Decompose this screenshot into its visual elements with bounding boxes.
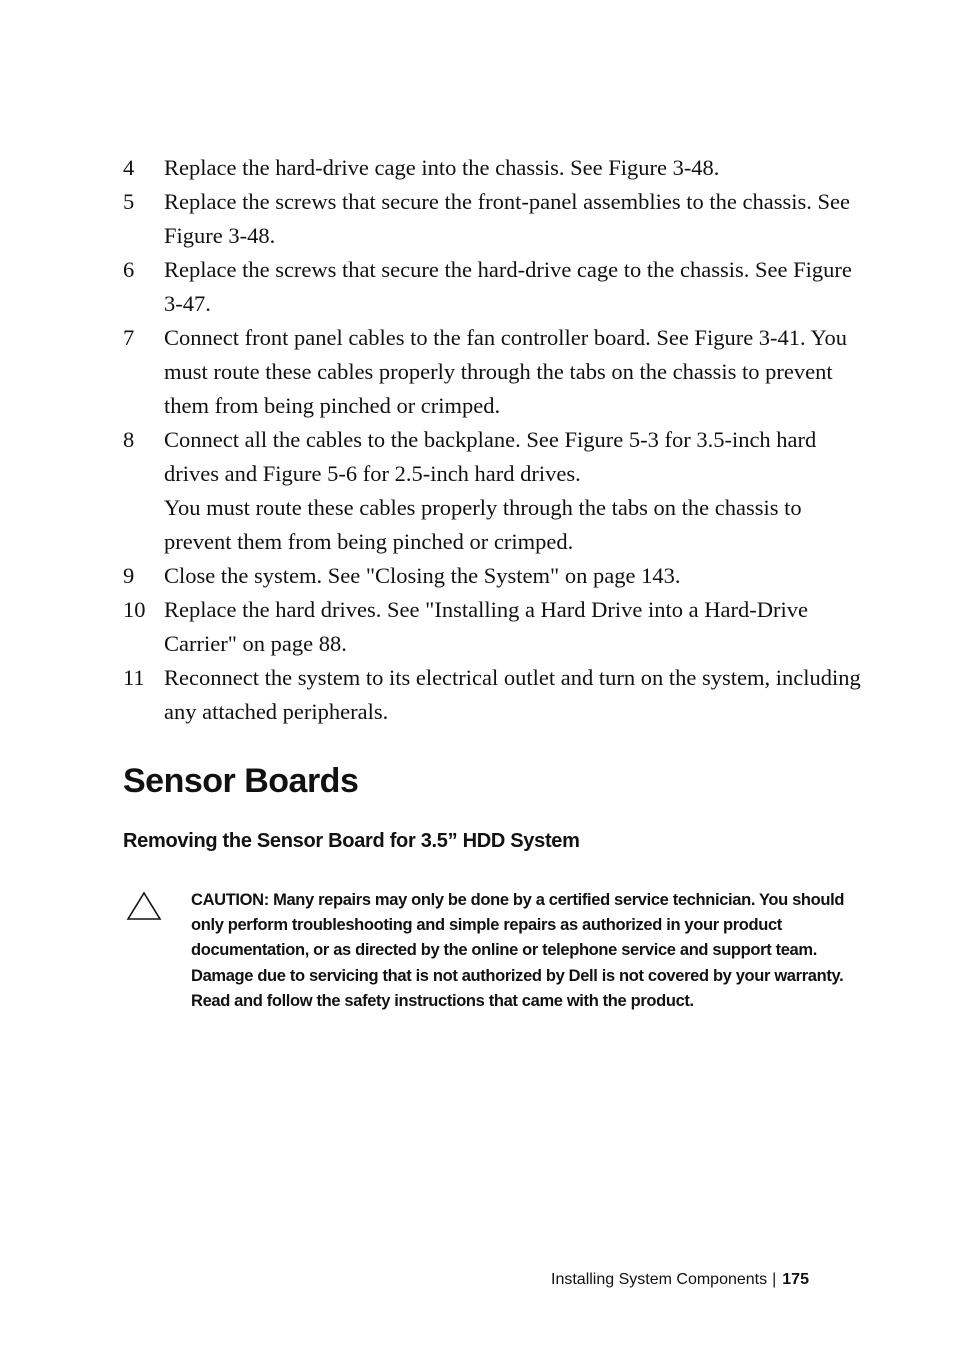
step-number: 6 (123, 257, 135, 282)
step-item (123, 151, 863, 185)
procedure-steps-list (123, 151, 863, 729)
step-body (164, 185, 863, 253)
step-text: Replace the hard drives. See "Installing a Hard Drive into a Hard-Drive Carrier" on page 88. (164, 597, 808, 656)
step-text: Connect all the cables to the backplane. See Figure 5-3 for 3.5-inch hard drives and Figure 5-6 for 2.5-inch hard drives. (164, 427, 817, 486)
section-title: Sensor Boards (123, 762, 359, 800)
step-text: Replace the screws that secure the hard-drive cage to the chassis. See Figure 3-47. (164, 257, 852, 316)
step-item (123, 185, 863, 253)
step-number: 7 (123, 325, 135, 350)
step-number: 5 (123, 189, 135, 214)
step-number: 9 (123, 563, 135, 588)
step-item (123, 559, 863, 593)
step-text: Reconnect the system to its electrical outlet and turn on the system, including any attached peripherals. (164, 665, 861, 724)
step-text: You must route these cables properly through the tabs on the chassis to prevent them from being pinched or crimped. (164, 495, 802, 554)
step-text: Replace the screws that secure the front-panel assemblies to the chassis. See Figure 3-48. (164, 189, 851, 248)
step-item (123, 593, 863, 661)
step-number: 8 (123, 427, 135, 452)
step-body (164, 321, 863, 423)
step-text: Close the system. See "Closing the System" on page 143. (164, 563, 681, 588)
footer-chapter-title: Installing System Components (551, 1271, 768, 1288)
step-item (123, 321, 863, 423)
step-body (164, 559, 863, 593)
step-body (164, 151, 863, 185)
step-number: 4 (123, 155, 135, 180)
step-item (123, 661, 863, 729)
step-body (164, 253, 863, 321)
caution-triangle-icon (126, 891, 162, 921)
step-item (123, 423, 863, 559)
step-body (164, 661, 863, 729)
step-text: Connect front panel cables to the fan controller board. See Figure 3-41. You must route these cables properly through the tabs on the chassis to prevent them from being pinched or crimped. (164, 325, 847, 418)
page-footer (551, 1271, 809, 1289)
step-body (164, 593, 863, 661)
footer-separator: | (772, 1271, 777, 1288)
step-item (123, 253, 863, 321)
step-body (164, 423, 863, 559)
caution-notice-text: CAUTION: Many repairs may only be done by a certified service technician. You should only perform troubleshooting and simple repairs as authorized in your product documentation, or as directed by the online or telephone service and support team. Damage due to servicing that is not authorized by Dell is not covered by your warranty. Read and follow the safety instructions that came with the product. (191, 891, 845, 1010)
step-text: Replace the hard-drive cage into the chassis. See Figure 3-48. (164, 155, 720, 180)
subsection-title: Removing the Sensor Board for 3.5” HDD System (123, 830, 580, 852)
step-number: 11 (123, 665, 145, 690)
step-number: 10 (123, 597, 146, 622)
page-number: 175 (782, 1271, 809, 1288)
